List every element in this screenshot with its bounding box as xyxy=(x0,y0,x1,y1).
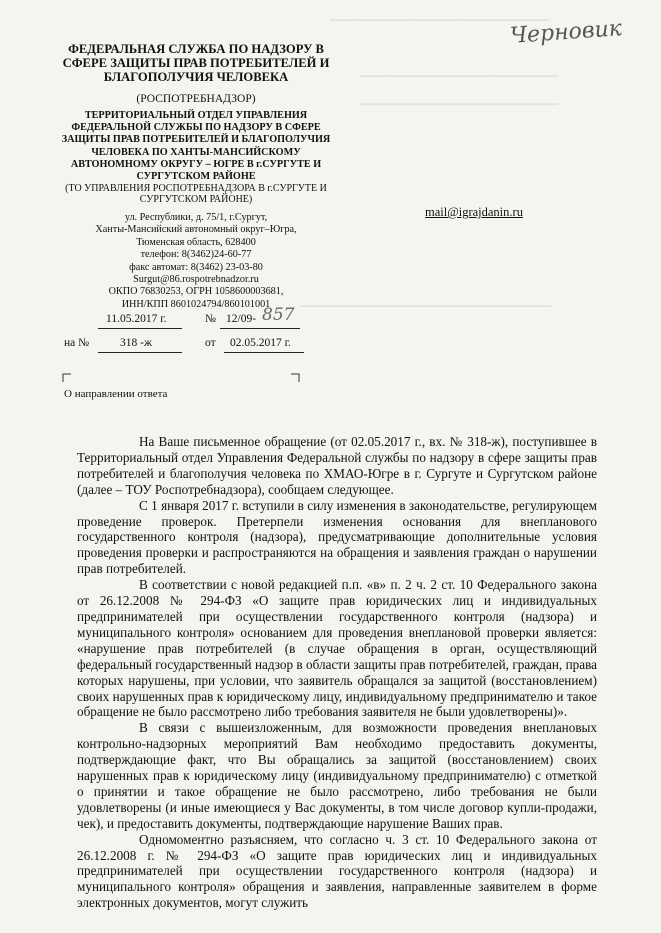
agency-abbreviation: (РОСПОТРЕБНАДЗОР) xyxy=(136,93,256,105)
bleed-through: ━━━━━━━━━━━━━━━━━━━━━━━━━━━━━━ xyxy=(360,71,559,83)
okpo-line: ОКПО 76830253, ОГРН 1058600003681, xyxy=(108,286,284,298)
address-line: ул. Республики, д. 75/1, г.Сургут, xyxy=(124,212,268,223)
address-line: Тюменская область, 628400 xyxy=(136,236,256,248)
department-abbreviation: (ТО УПРАВЛЕНИЯ РОСПОТРЕБНАДЗОРА В г.СУРГУТЕ И СУРГУТСКОМ РАЙОНЕ) xyxy=(65,183,327,205)
reference-number: 318 -ж xyxy=(120,337,152,349)
handwritten-note: Черновик xyxy=(509,16,623,49)
body-paragraph: На Ваше письменное обращение (от 02.05.2017 г., вх. № 318-ж), поступившее в Территориальный отдел Управления Федеральной службы по надзору в сфере защиты прав потребителей и благополучия человека по ХМАО-Югре в г. Сургуте и Сургутском районе (далее – ТОУ Роспотребнадзора), сообщаем следующее. xyxy=(77,434,597,497)
bleed-through: ━━━━━━━━━━━━━━━━━━━━━━━━━━━━━━━━━━━━━━ xyxy=(300,301,552,313)
body-paragraph: Одномоментно разъясняем, что согласно ч. 3 ст. 10 Федерального закона от 26.12.2008 г. № 294-ФЗ «О защите прав юридических лиц и индивидуальных предпринимателей при осуществлении государственного контроля (надзора) и муниципального контроля» обращения и заявления, направленные заявителем в форме электронных документов, могут служить xyxy=(77,831,597,911)
fax-line: факс автомат: 8(3462) 23-03-80 xyxy=(129,261,263,273)
inn-line: ИНН/КПП 8601024794/860101001 xyxy=(121,298,271,310)
number-label: № xyxy=(205,313,216,325)
subject-bracket-icon xyxy=(62,373,72,383)
body-paragraph: В соответствии с новой редакцией п.п. «в» п. 2 ч. 2 ст. 10 Федерального закона от 26.12.2008 № 294-ФЗ «О защите прав юридических лиц и индивидуальных предпринимателей при осуществлении государственного контроля (надзора) и муниципального контроля» основанием для проведения внеплановой проверки является: «нарушение прав потребителей (в случае обращения в орган, осуществляющий федеральный государственный надзор в области защиты прав потребителей, граждан, права которых нарушены, при условии, что заявитель обращался за защитой (восстановлением) своих нарушенных прав к юридическому лицу, индивидуальному предпринимателю и такое обращение не было рассмотрено либо требования заявителя не были удовлетворены)». xyxy=(77,577,597,720)
email-line: Surgut@86.rospotrebnadzor.ru xyxy=(133,274,259,286)
address-line: Ханты-Мансийский автономный округ–Югра, xyxy=(95,224,297,236)
agency-name: ФЕДЕРАЛЬНАЯ СЛУЖБА ПО НАДЗОРУ В СФЕРЕ ЗАЩИТЫ ПРАВ ПОТРЕБИТЕЛЕЙ И БЛАГОПОЛУЧИЯ ЧЕЛОВЕКА xyxy=(62,42,330,84)
body-paragraph: С 1 января 2017 г. вступили в силу изменения в законодательстве, регулирующем проведение проверок. Претерпели изменения основания для внепланового государственного контроля (надзора), предусматривающие дополнительные условия проведения проверки и распространяются на обращения и заявления граждан о нарушении прав потребителей. xyxy=(77,497,597,577)
bleed-through: ━━━━━━━━━━━━━━━━━━━━━━━━━━━━━━ xyxy=(360,99,559,111)
department-name: ТЕРРИТОРИАЛЬНЫЙ ОТДЕЛ УПРАВЛЕНИЯ ФЕДЕРАЛЬНОЙ СЛУЖБЫ ПО НАДЗОРУ В СФЕРЕ ЗАЩИТЫ ПРАВ ПОТРЕБИТЕЛЕЙ И БЛАГОПОЛУЧИЯ ЧЕЛОВЕКА ПО ХАНТЫ-МАНСИЙСКОМУ АВТОНОМНОМУ ОКРУГУ – ЮГРЕ В г.СУРГУТЕ И СУРГУТСКОМ РАЙОНЕ xyxy=(61,110,331,183)
letter-number: 12/09- xyxy=(226,313,257,325)
letter-body xyxy=(77,434,597,911)
from-label: от xyxy=(205,337,216,349)
phone-line: телефон: 8(3462)24-60-77 xyxy=(140,249,252,261)
ref-date-underline xyxy=(224,352,304,353)
subject-bracket-icon xyxy=(290,373,300,383)
reference-date: 02.05.2017 г. xyxy=(230,337,291,349)
bleed-through: ━━━━━━━━━━━━━━━━━━━━━━━━━━━━━━━━━ xyxy=(330,15,549,27)
body-paragraph: В связи с вышеизложенным, для возможности проведения внеплановых контрольно-надзорных мероприятий Вам необходимо предоставить документы, подтверждающие факт, что Вы обращались за защитой (восстановлением) своих нарушенных прав к юридическому лицу (индивидуальному предпринимателю) с отметкой о принятии и такое обращение не было рассмотрено, либо требования не были удовлетворены (и иные имеющиеся у Вас документы, в том числе договор купли-продажи, чек), и предоставить документы, подтверждающие нарушение Ваших прав. xyxy=(77,720,597,831)
ref-number-underline xyxy=(98,352,182,353)
reference-label: на № xyxy=(64,337,90,349)
letter-date: 11.05.2017 г. xyxy=(106,313,167,325)
recipient-email[interactable]: mail@igrajdanin.ru xyxy=(425,205,523,219)
letter-subject: О направлении ответа xyxy=(64,388,168,400)
number-underline xyxy=(220,328,300,329)
handwritten-number: 857 xyxy=(262,305,295,325)
address-block xyxy=(56,212,336,311)
date-underline xyxy=(98,328,182,329)
